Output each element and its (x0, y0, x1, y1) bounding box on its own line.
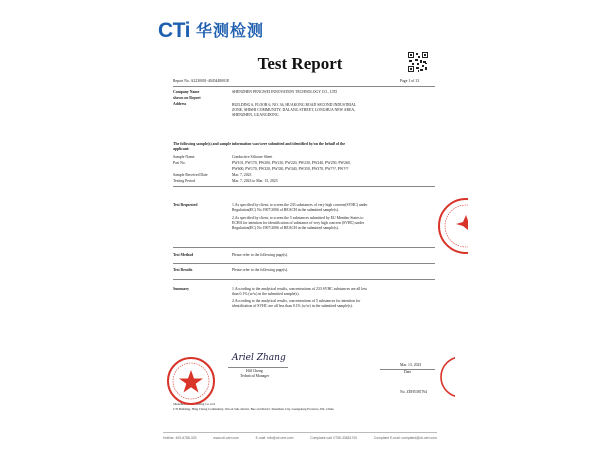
page-indicator: Page 1 of 13 (400, 79, 420, 83)
testing-period-value: Mar. 7, 2023 to Mar. 13, 2023 (232, 179, 278, 183)
summary-line-1: 1.According to the analytical results, concentrations of 233 SVHC substances are all less (232, 287, 367, 291)
test-results-label: Test Results (173, 268, 193, 272)
section-rule-1 (173, 186, 435, 187)
signature-line (228, 367, 288, 368)
company-address-line-2: ZONE, SHISHI COMMUNITY, DALANG STREET, LONGHUA NEW AREA, (232, 108, 356, 112)
footer-rule (163, 432, 437, 433)
company-address-line-3: SHENZHEN, GUANGDONG (232, 113, 279, 117)
test-requested-line-2: Regulation(EC) No 1907/2006 of REACH in the submitted sample(s). (232, 208, 339, 212)
statement-line-1: The following sample(s) and sample information was/were submitted and identified by/on the behalf of the (173, 142, 346, 146)
handwritten-signature: Ariel Zhang (232, 353, 286, 363)
qr-code-icon (408, 52, 428, 72)
test-results-value: Please refer to the following page(s). (232, 268, 289, 272)
footer-complaint-email: Complaint E-mail: complaint@cti-cert.com (373, 436, 437, 440)
test-requested-label: Test Requested (173, 203, 198, 207)
lab-address: CTI Building, Hing Chong Community, Xin an Sub-district, Bao an District, Shenzhen City, Guangdong Province, P.R. China (173, 407, 334, 411)
report-serial: No. ZEH5381764 (400, 390, 428, 394)
company-name: SHENZHEN PENGWEI INNOVATION TECHNOLOGY CO., LTD (232, 90, 337, 94)
test-requested-line-5: Regulation(EC) No 1907/2006 of REACH in the submitted sample(s). (232, 226, 339, 230)
logo-brand: CTi (158, 19, 190, 42)
part-no-label: Part No. (173, 161, 186, 165)
red-seal-partial (435, 355, 455, 399)
signatory-name: Hill Cheng (246, 369, 263, 373)
header-rule (173, 86, 435, 87)
report-title: Test Report (257, 54, 343, 73)
footer-bar (163, 436, 437, 440)
section-rule-4 (173, 279, 435, 280)
red-company-seal (166, 356, 216, 406)
red-seal-right-edge (428, 196, 468, 256)
cti-logo (158, 20, 264, 42)
logo-chinese: 华测检测 (195, 21, 264, 40)
statement-line-2: applicant: (173, 147, 190, 151)
test-requested-line-3: 2.As specified by client, to screen the 5 substances submitted by EU Member States to (232, 216, 364, 220)
test-method-label: Test Method (173, 253, 194, 257)
test-requested-line-4: ECHA for intention for identification of substance of very high concern (SVHC) under (232, 221, 365, 225)
lab-name: Shenzhen Huace Testing Co.,Ltd (173, 402, 215, 406)
company-name-label: Company Name (173, 90, 200, 94)
footer-website: www.cti-cert.com (213, 436, 239, 440)
report-number: Report No. A2230001-4045448001E (173, 79, 230, 83)
section-rule-3 (173, 263, 435, 264)
footer-complaint-call: Complaint call: 0755-33681700 (310, 436, 358, 440)
summary-line-4: identification of SVHC are all less than 0.1% (w/w) in the submitted sample(s). (232, 304, 353, 308)
summary-line-2: than 0.1% (w/w) in the submitted sample(s). (232, 292, 300, 296)
received-date-label: Sample Received Date (173, 173, 208, 177)
signature-date: Mar. 13, 2023 (400, 363, 422, 367)
summary-line-3: 2.According to the analytical results, concentrations of 5 substances for intention for (232, 299, 361, 303)
summary-label: Summary (173, 287, 190, 291)
testing-period-label: Testing Period (173, 179, 195, 183)
sample-name-label: Sample Name (173, 155, 195, 159)
signatory-role: Technical Manager (240, 374, 270, 378)
test-method-value: Please refer to the following page(s). (232, 253, 289, 257)
part-no-value-line-2: PW600, PW170, PW320, PW330, PW340, PW350, PW370, PW???, PW??? (232, 167, 349, 171)
company-address-line-1: BUILDING 6, FLOOR 6, NO. 36, HUAKONG ROAD SECOND INDUSTRIAL (232, 103, 357, 107)
company-shown-label: shown on Report (173, 96, 201, 100)
section-rule-2 (173, 247, 435, 248)
footer-hotline: Hotline: 400-6788-333 (163, 436, 197, 440)
received-date-value: Mar. 7, 2023 (232, 173, 252, 177)
date-label: Date (404, 370, 412, 374)
test-requested-line-1: 1.As specified by client, to screen the 233 substances of very high concern(SVHC) under (232, 203, 368, 207)
footer-email: E-mail: info@cti-cert.com (255, 436, 294, 440)
sample-name-value: Conductive Silicone Sheet (232, 155, 273, 159)
address-label: Address (173, 102, 187, 106)
part-no-value-line-1: PW101, PW170, PW200, PW210, PW220, PW230, PW240, PW250, PW260, (232, 161, 351, 165)
